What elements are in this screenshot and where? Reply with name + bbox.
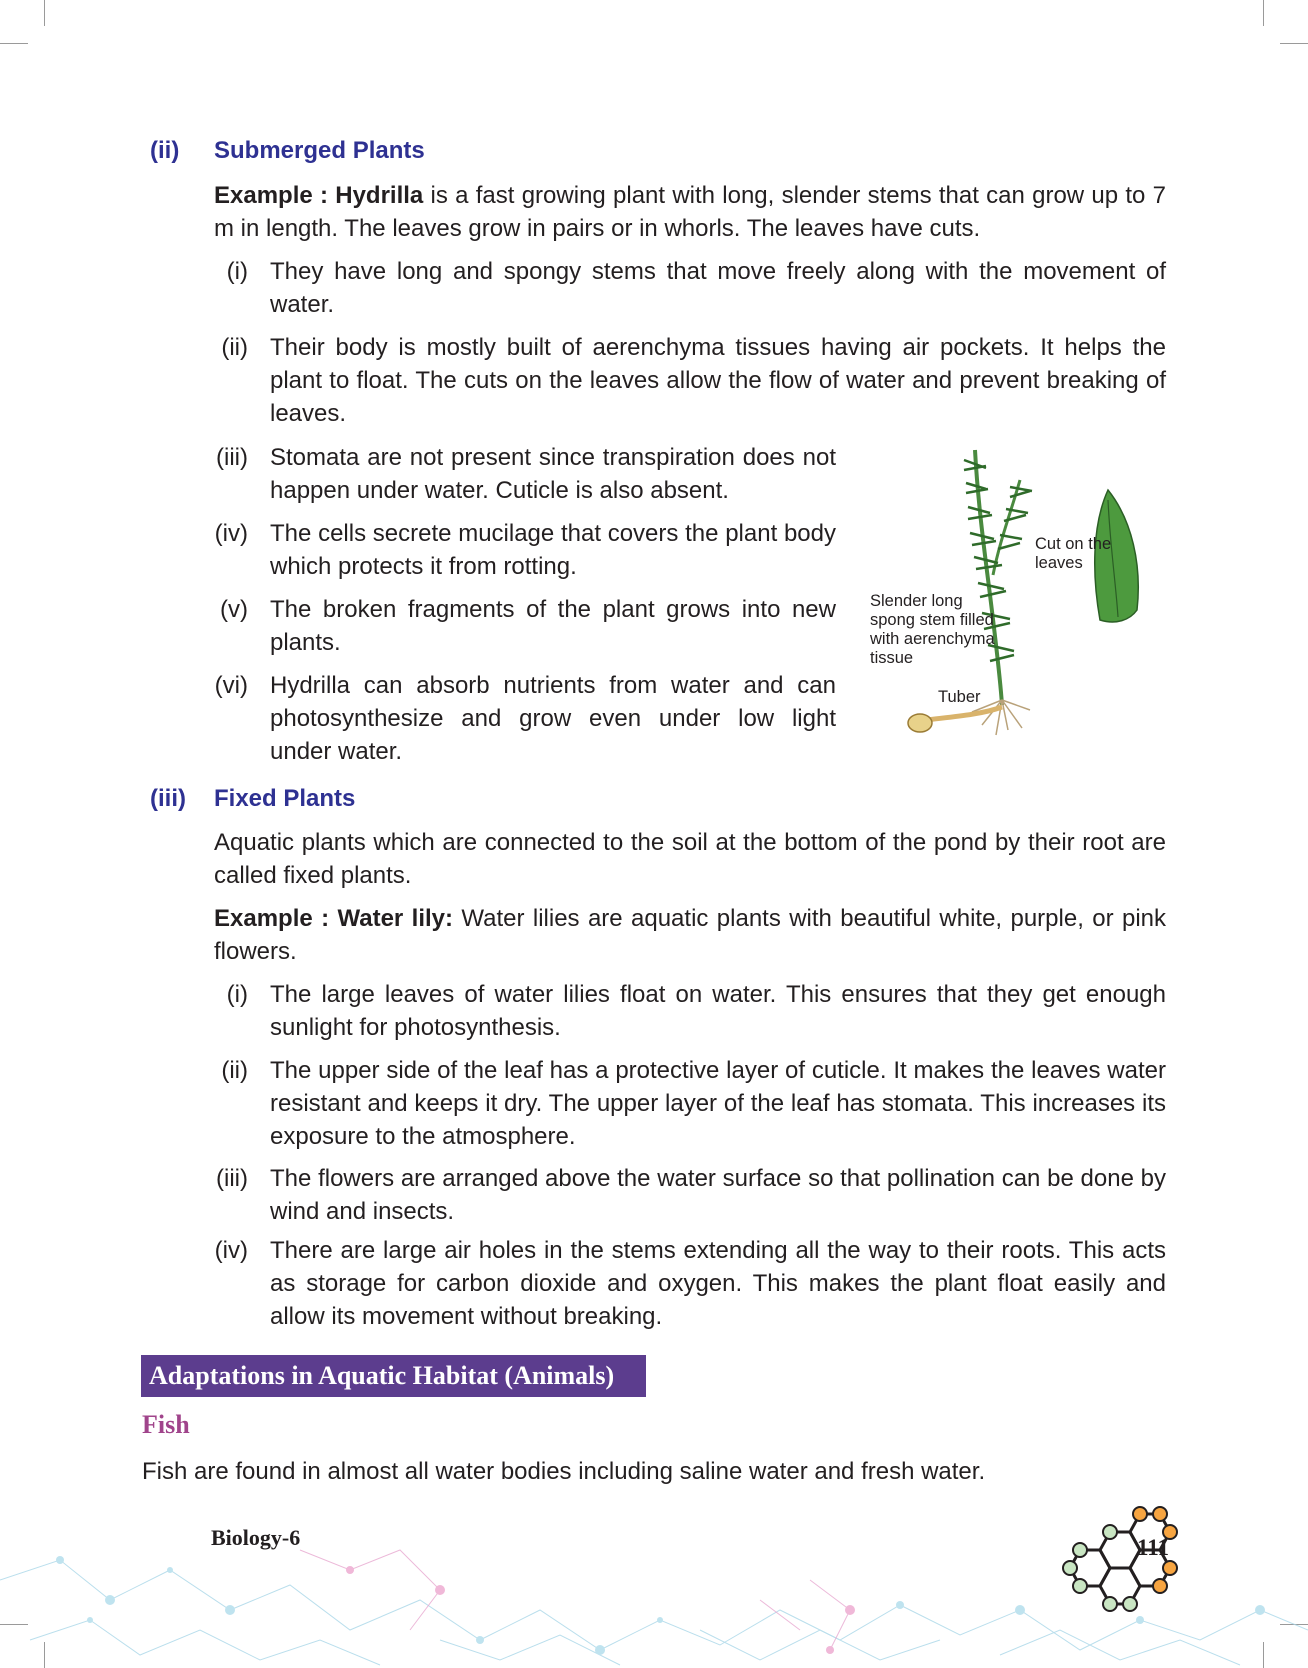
item-number: (i)	[226, 981, 248, 1008]
tuber-shape	[908, 714, 932, 732]
hydrilla-diagram	[860, 445, 1180, 755]
section-banner: Adaptations in Aquatic Habitat (Animals)	[141, 1355, 646, 1397]
item-number: (iv)	[214, 1237, 248, 1264]
item-number: (ii)	[221, 1057, 248, 1084]
item-text: Hydrilla can absorb nutrients from water and can photosynthesize and grow even under low light under water.	[270, 672, 836, 765]
section-title: Fixed Plants	[214, 785, 356, 812]
label-cut-on-leaves: Cut on the leaves	[1035, 535, 1112, 572]
section-number: (iii)	[150, 785, 186, 812]
fish-heading: Fish	[142, 1410, 190, 1439]
crop-mark	[0, 43, 28, 44]
item-number: (v)	[220, 596, 248, 623]
item-text: Stomata are not present since transpiration does not happen under water. Cuticle is also absent.	[270, 444, 836, 504]
item-text: They have long and spongy stems that move freely along with the movement of water.	[270, 258, 1166, 318]
item-number: (vi)	[214, 672, 248, 699]
item-text: The large leaves of water lilies float on water. This ensures that they get enough sunlight for photosynthesis.	[270, 981, 1166, 1041]
item-number: (iv)	[214, 520, 248, 547]
list-item	[220, 593, 836, 659]
example-text: Water lilies are aquatic plants with beautiful white, purple, or pink flowers.	[214, 905, 1166, 965]
list-item	[226, 978, 1166, 1044]
crop-mark	[1280, 43, 1308, 44]
item-number: (iii)	[216, 444, 248, 471]
fixed-plants-intro: Aquatic plants which are connected to the soil at the bottom of the pond by their root are called fixed plants.	[214, 829, 1166, 889]
book-title: Biology-6	[211, 1525, 301, 1550]
example-label: Example : Water lily:	[214, 905, 453, 932]
section-title: Submerged Plants	[214, 137, 425, 164]
crop-mark	[44, 0, 45, 26]
hydrilla-example	[214, 179, 1166, 245]
label-tuber: Tuber	[938, 688, 981, 706]
page-number: 111	[1137, 1535, 1169, 1560]
example-label: Example : Hydrilla	[214, 182, 424, 209]
item-number: (ii)	[221, 334, 248, 361]
list-item	[214, 669, 836, 768]
water-lily-example	[214, 902, 1166, 968]
label-slender-stem: Slender long spong stem filled with aerenchyma tissue	[870, 592, 995, 667]
item-text: The flowers are arranged above the water surface so that pollination can be done by wind and insects.	[270, 1165, 1166, 1225]
item-text: There are large air holes in the stems extending all the way to their roots. This acts as storage for carbon dioxide and oxygen. This makes the plant float easily and allow its movement without breaking.	[270, 1237, 1166, 1330]
list-item	[214, 517, 836, 583]
crop-mark	[1263, 0, 1264, 26]
list-item	[216, 441, 836, 507]
item-text: The cells secrete mucilage that covers the plant body which protects it from rotting.	[270, 520, 836, 580]
list-item	[221, 331, 1166, 430]
list-item	[216, 1162, 1166, 1228]
section-number: (ii)	[150, 137, 180, 164]
example-text: is a fast growing plant with long, slender stems that can grow up to 7 m in length. The leaves grow in pairs or in whorls. The leaves have cuts.	[214, 182, 1166, 242]
item-number: (iii)	[216, 1165, 248, 1192]
item-text: Their body is mostly built of aerenchyma tissues having air pockets. It helps the plant to float. The cuts on the leaves allow the flow of water and prevent breaking of leaves.	[270, 334, 1166, 427]
item-number: (i)	[226, 258, 248, 285]
list-item	[226, 255, 1166, 321]
item-text: The broken fragments of the plant grows into new plants.	[270, 596, 836, 656]
fish-text: Fish are found in almost all water bodies including saline water and fresh water.	[142, 1458, 986, 1485]
item-text: The upper side of the leaf has a protective layer of cuticle. It makes the leaves water resistant and keeps it dry. The upper layer of the leaf has stomata. This increases its exposure to the atmosphere.	[270, 1057, 1166, 1150]
list-item	[221, 1054, 1166, 1153]
list-item	[214, 1234, 1166, 1333]
